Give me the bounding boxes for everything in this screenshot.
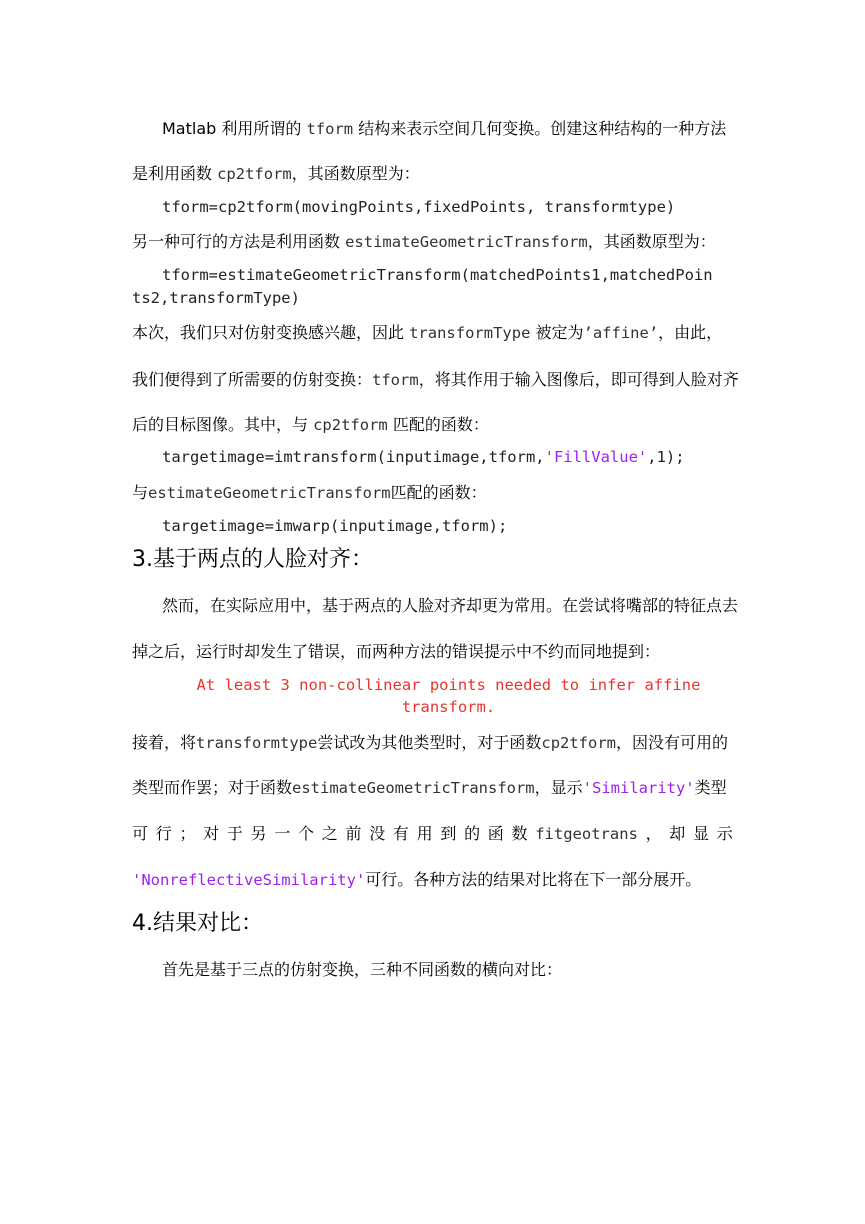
inline-code: cp2tform <box>313 416 388 434</box>
paragraph-line: 另一种可行的方法是利用函数 estimateGeometricTransform，其函数原型为： <box>132 232 716 251</box>
inline-code: transformtype <box>196 734 318 752</box>
inline-code: estimateGeometricTransform <box>148 484 391 502</box>
error-message: At least 3 non-collinear points needed to infer affine <box>196 676 701 694</box>
paragraph-line: 首先是基于三点的仿射变换，三种不同函数的横向对比： <box>162 960 563 979</box>
code-line: tform=estimateGeometricTransform(matchedPoints1,matchedPoin <box>162 266 713 284</box>
code-line: targetimage=imtransform(inputimage,tform,'FillValue',1); <box>162 448 685 466</box>
inline-code: tform <box>306 120 354 138</box>
string-literal: 'Similarity' <box>582 779 695 797</box>
paragraph-line: 然而，在实际应用中，基于两点的人脸对齐却更为常用。在尝试将嘴部的特征点去 <box>162 596 739 615</box>
paragraph-line: 与estimateGeometricTransform匹配的函数： <box>132 483 487 502</box>
string-literal: 'NonreflectiveSimilarity' <box>132 871 366 889</box>
error-message: transform. <box>401 698 496 716</box>
code-line: ts2,transformType) <box>132 289 300 307</box>
paragraph-line: Matlab 利用所谓的 tform 结构来表示空间几何变换。创建这种结构的一种方法 <box>162 119 727 138</box>
code-line: tform=cp2tform(movingPoints,fixedPoints, transformtype) <box>162 198 676 216</box>
code-line: targetimage=imwarp(inputimage,tform); <box>162 517 508 535</box>
inline-code: cp2tform <box>217 165 292 183</box>
section-heading: 4.结果对比： <box>132 911 263 936</box>
inline-code: estimateGeometricTransform <box>345 233 588 251</box>
paragraph-line: 是利用函数 cp2tform，其函数原型为： <box>132 164 420 183</box>
paragraph-line: 我们便得到了所需要的仿射变换：tform，将其作用于输入图像后，即可得到人脸对齐 <box>132 370 739 389</box>
inline-code: estimateGeometricTransform <box>292 779 535 797</box>
string-literal: 'FillValue' <box>544 448 648 466</box>
paragraph-line: 本次，我们只对仿射变换感兴趣，因此 transformType 被定为’affine’，由此， <box>132 323 723 342</box>
inline-code: fitgeotrans <box>535 825 638 843</box>
section-heading: 3.基于两点的人脸对齐： <box>132 547 373 572</box>
inline-code: ’affine’ <box>583 324 659 342</box>
paragraph-line: 后的目标图像。其中，与 cp2tform 匹配的函数： <box>132 415 489 434</box>
inline-code: cp2tform <box>541 734 617 752</box>
paragraph-line: 掉之后，运行时却发生了错误，而两种方法的错误提示中不约而同地提到： <box>132 642 661 661</box>
paragraph-line: 'NonreflectiveSimilarity'可行。各种方法的结果对比将在下一部分展开。 <box>132 870 702 889</box>
inline-code: tform <box>372 371 419 389</box>
paragraph-line: 类型而作罢；对于函数estimateGeometricTransform，显示'Similarity'类型 <box>132 778 727 797</box>
justified-line: 可 行 ； 对 于 另 一 个 之 前 没 有 用 到 的 函 数 fitgeotrans ， 却 显 示 <box>132 824 733 843</box>
paragraph-line: 接着，将transformtype尝试改为其他类型时，对于函数cp2tform，因没有可用的 <box>132 733 729 752</box>
inline-code: transformType <box>409 324 531 342</box>
